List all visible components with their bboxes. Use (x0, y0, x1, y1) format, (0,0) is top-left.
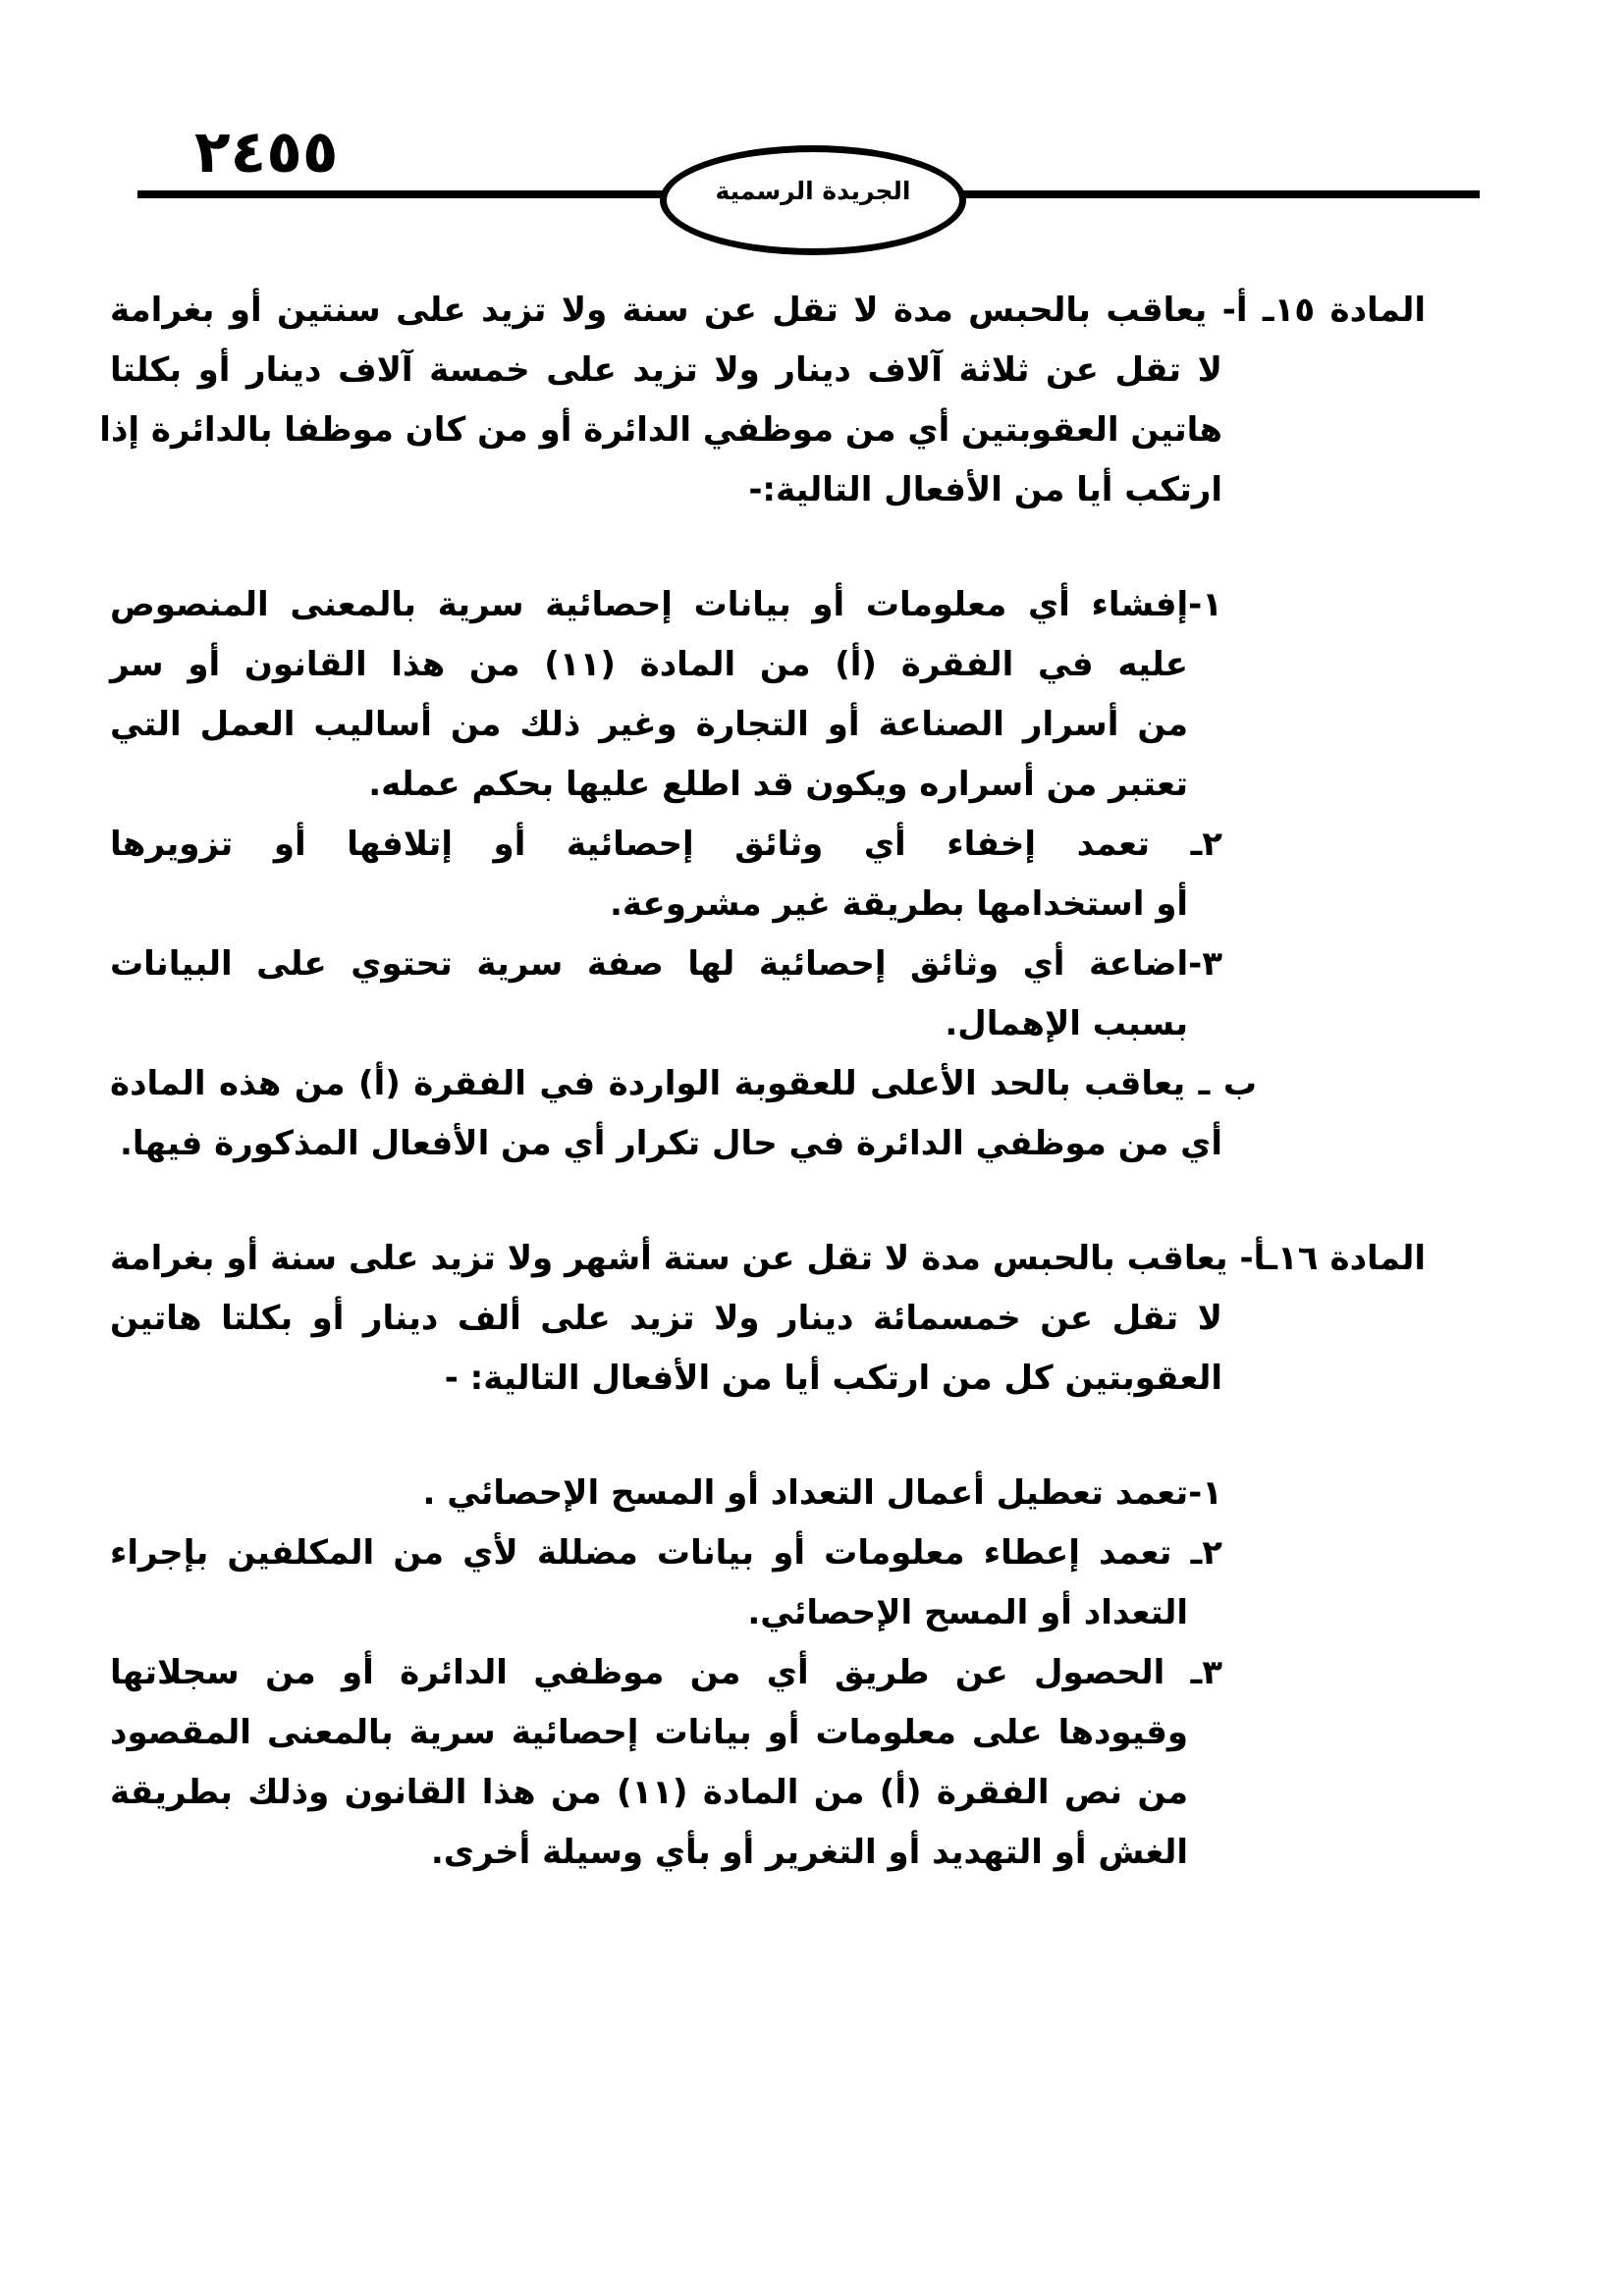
text-line: أي من موظفي الدائرة في حال تكرار أي من الأفعال المذكورة فيها. (120, 1124, 1222, 1163)
article-16-item-3 (110, 1643, 1426, 1883)
text-line: الغش أو التهديد أو التغرير أو بأي وسيلة أخرى. (430, 1833, 1188, 1872)
text-line: بسبب الإهمال. (945, 1004, 1188, 1043)
text-line: وقيودها على معلومات أو بيانات إحصائية سرية بالمعنى المقصود (110, 1713, 1188, 1752)
text-line: التعداد أو المسح الإحصائي. (747, 1593, 1188, 1632)
text-line: ٢ـ تعمد إخفاء أي وثائق إحصائية أو إتلافها أو تزويرها (110, 825, 1222, 864)
text-line: ٣-اضاعة أي وثائق إحصائية لها صفة سرية تحتوي على البيانات (110, 944, 1222, 984)
article-15-item-2 (110, 815, 1426, 934)
text-line: أو استخدامها بطريقة غير مشروعة. (609, 884, 1188, 924)
gazette-title: الجريدة الرسمية (715, 176, 911, 205)
article-15-clause-b (110, 1054, 1426, 1174)
text-line: المادة ١٥ـ أ- يعاقب بالحبس مدة لا تقل عن سنة ولا تزيد على سنتين أو بغرامة (110, 291, 1426, 330)
article-16-item-1 (110, 1464, 1426, 1523)
text-line: ٢ـ تعمد إعطاء معلومات أو بيانات مضللة لأي من المكلفين بإجراء (110, 1533, 1222, 1573)
article-16-item-2 (110, 1523, 1426, 1643)
text-line: من أسرار الصناعة أو التجارة وغير ذلك من أساليب العمل التي (110, 705, 1188, 744)
text-line: العقوبتين كل من ارتكب أيا من الأفعال التالية: - (444, 1359, 1222, 1398)
text-line: من نص الفقرة (أ) من المادة (١١) من هذا القانون وذلك بطريقة (110, 1773, 1188, 1812)
document-body (99, 281, 1426, 1883)
text-line: ١-إفشاء أي معلومات أو بيانات إحصائية سرية بالمعنى المنصوص (110, 585, 1222, 624)
text-line: لا تقل عن خمسمائة دينار ولا تزيد على ألف دينار أو بكلتا هاتين (110, 1299, 1222, 1338)
text-line: المادة ١٦ـأ- يعاقب بالحبس مدة لا تقل عن ستة أشهر ولا تزيد على سنة أو بغرامة (110, 1239, 1426, 1278)
article-16-intro (110, 1229, 1426, 1409)
article-15-item-3 (110, 934, 1426, 1054)
text-line: ب ـ يعاقب بالحد الأعلى للعقوبة الواردة في الفقرة (أ) من هذه المادة (110, 1064, 1257, 1103)
gazette-masthead (660, 145, 966, 255)
article-15-item-1 (110, 575, 1426, 815)
text-line: هاتين العقوبتين أي من موظفي الدائرة أو من كان موظفا بالدائرة إذا (99, 410, 1222, 450)
text-line: ٣ـ الحصول عن طريق أي من موظفي الدائرة أو من سجلاتها (110, 1653, 1222, 1692)
text-line: ارتكب أيا من الأفعال التالية:- (748, 470, 1222, 509)
text-line: ١-تعمد تعطيل أعمال التعداد أو المسح الإحصائي . (422, 1473, 1222, 1513)
text-line: تعتبر من أسراره ويكون قد اطلع عليها بحكم عمله. (368, 765, 1188, 804)
article-15-intro (99, 281, 1426, 520)
text-line: لا تقل عن ثلاثة آلاف دينار ولا تزيد على خمسة آلاف دينار أو بكلتا (110, 350, 1222, 390)
text-line: عليه في الفقرة (أ) من المادة (١١) من هذا القانون أو سر (110, 645, 1189, 684)
page-number: ٢٤٥٥ (194, 118, 339, 187)
